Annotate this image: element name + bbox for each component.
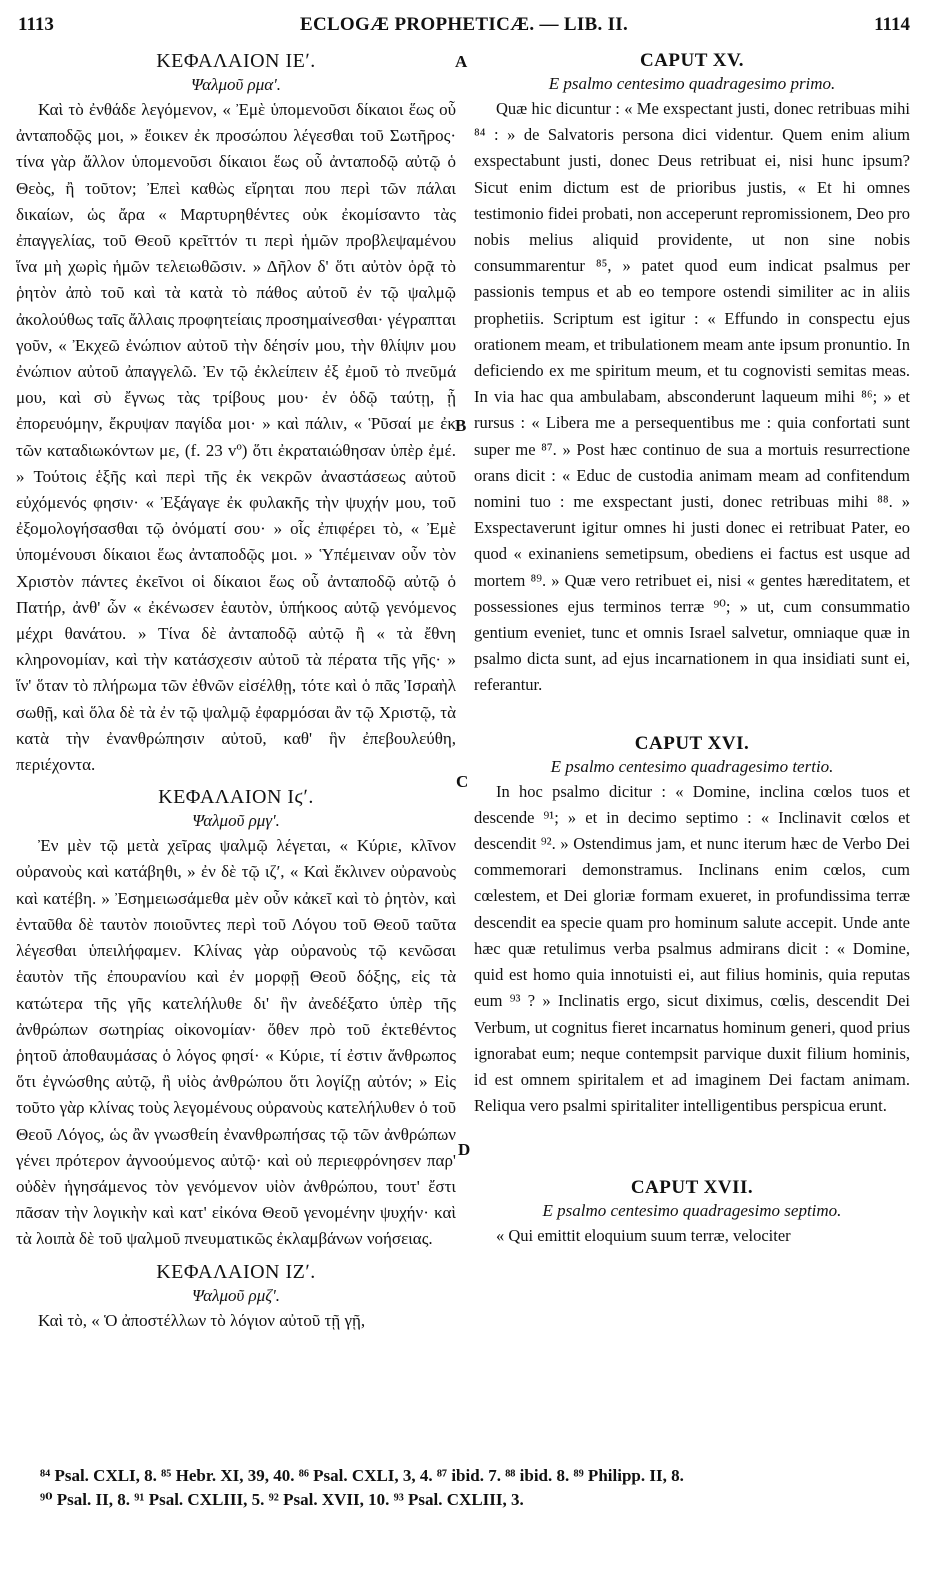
section-text-latin-16: In hoc psalmo dicitur : « Domine, inclina cœlos tuos et descende ⁹¹; » et in decimo septimo : « Inclinavit cœlos et descendit ⁹². » Ostendimus jam, et nunc iterum hæc de Verbo Dei commemorari demonstramus. Inclinans enim cœlos, cum cœlestem, et Dei gloriæ formam exueret, in profundissima terræ descendit ea specie quam pro hominum salute accepit. Unde ante hæc quæ retulimus verba psalmus admirans dicit : « Domine, quid est homo quia innotuisti ei, aut filius hominis, quia reputas eum ⁹³ ? » Inclinatis ergo, sicut diximus, cœlis, descendit Dei Verbum, ut cognitus fieret incarnatus hominum generi, quod prius ignorabat eum; neque contempsit parvique duxit filium hominis, id est omnem spiritalem et ad imaginem Dei factam animam. Reliqua vero psalmi spiritaliter intelligentibus perspicua erunt. <box>474 781 910 1116</box>
margin-marker-d: D <box>458 1140 471 1159</box>
section-text-latin-15: Quæ hic dicuntur : « Me exspectant justi, donec retribuas mihi ⁸⁴ : » de Salvatoris persona dici videntur. Quem enim alium exspectabunt justi, donec Deus retribuat ei, nisi hunc ipsum? Sicut enim dictum est de prioribus justis, « Et hi omnes testimonio fidei probati, non acceperunt repromissionem, Deo pro nobis melius aliquid providente, ut non sine nobis consummarentur ⁸⁵, » patet quod eum indicat psalmus per passionis tempus et ab eo tempore ostendi similiter ac in aliis prophetiis. Scriptum est igitur : « Effundo in conspectu ejus orationem meam, et tribulationem meam ante ipsum pronuntio. In deficiendo ex me spiritum meum, et tu cognovisti semitas meas. In via hac qua ambulabam, absconderunt laqueum mihi ⁸⁶; » et rursus : « Libera me a persequentibus me : quia confortati sunt super me ⁸⁷. » Post hæc continuo de sua a mortuis resurrectione orans dicit : « Educ de custodia animam meam ad confitendum nomini tuo : me exspectant justi, donec retribuas mihi ⁸⁸. » Exspectaverunt igitur omnes hi justi donec ei retribuat Pater, eo quod « exinaniens semetipsum, obediens ei factus est usque ad mortem ⁸⁹. » Quæ vero retribuet ei, nisi « gentes hæreditatem, et possessiones ejus terminos terræ ⁹⁰; » ut, cum consummatio gentium eveniet, tunc et omnis Israel salvetur, omniaque quæ in psalmo dicta sunt, ad ejus incarnationem in qua insidiati sunt ei, referantur. <box>474 99 910 695</box>
margin-marker-a: A <box>455 52 468 71</box>
margin-marker-b: B <box>455 416 467 435</box>
section-subtitle-latin-16: E psalmo centesimo quadragesimo tertio. <box>550 756 834 776</box>
greek-column <box>16 50 456 1334</box>
running-header <box>18 14 910 42</box>
page-number-right: 1114 <box>874 14 910 35</box>
section-text-greek-15: Καὶ τὸ ἐνθάδε λεγόμενον, « Ἐμὲ ὑπομενοῦσι δίκαιοι ἕως οὗ ἀνταποδῷς μοι, » ἔοικεν ἐκ προσώπου λέγεσθαι τοῦ Σωτῆρος· τίνα γὰρ ἄλλον ὑπομενοῦσι δίκαιοι ἕως οὗ ἀνταποδῷ αὐτῷ ὁ Θεὸς, ἢ τοῦτον; Ἐπεὶ καθὼς εἴρηται που περὶ τῶν πάλαι δικαίων, ὡς ἄρα « Μαρτυρηθέντες οὐκ ἐκομίσαντο τὰς ἐπαγγελίας, τοῦ Θεοῦ κρεῖττόν τι περὶ ἡμῶν προβλεψαμένου ἵνα μὴ χωρὶς ἡμῶν τελειωθῶσιν. » Δῆλον δ' ὅτι αὐτὸν ὁρᾷ τὸ ῥητὸν ἀπὸ τοῦ καὶ τὰ κατὰ τὸ πάθος αὐτοῦ ἐν τῷ ψαλμῷ ἀκολούθως ταῖς ἄλλαις προφητείαις προσημαίνεσθαι· γέγραπται γοῦν, « Ἐκχεῶ ἐνώπιον αὐτοῦ τὴν δέησίν μου, τὴν θλίψιν μου ἐνώπιον αὐτοῦ ἀπαγγελῶ. Ἐν τῷ ἐκλείπειν ἐξ ἐμοῦ τὸ πνεῦμά μου, καὶ σὺ ἔγνως τὰς τρίβους μου· ἐν ὁδῷ ταύτῃ, ᾗ ἐπορευόμην, ἔκρυψαν παγίδα μοι· » καὶ πάλιν, « Ῥῦσαί με ἐκ τῶν καταδιωκόντων με, (f. 23 vº) ὅτι ἐκραταιώθησαν ὑπὲρ ἐμέ. » Τούτοις ἑξῆς καὶ περὶ τῆς ἐκ νεκρῶν ἀναστάσεως αὐτοῦ εὐχόμενός φησιν· « Ἐξάγαγε ἐκ φυλακῆς τὴν ψυχήν μου, τοῦ ἐξομολογήσασθαι τῷ ὀνόματί σου· » οἷς ἐπιφέρει τὸ, « Ἐμὲ ὑπομένουσι δίκαιοι ἕως ἀνταποδῷς μοι. » Ὑπέμειναν οὖν τὸν Χριστὸν πάντες ἐκεῖνοι οἱ δίκαιοι ἕως οὗ ἀνταποδῷ αὐτῷ ὁ Πατήρ, ἀνθ' ὧν « ἐκένωσεν ἑαυτὸν, ὑπήκοος αὐτῷ γενόμενος μέχρι θανάτου. » Τίνα δὲ ἀνταποδῷ αὐτῷ ἢ « τὰ ἔθνη κληρονομίαν, καὶ τὴν κατάσχεσιν αὐτοῦ τὰ πέρατα τῆς γῆς· » ἵν' ὅταν τὸ πλήρωμα τῶν ἐθνῶν εἰσέλθῃ, τότε καὶ ὁ πᾶς Ἰσραὴλ σωθῇ, καὶ ὅλα δὲ τὰ ἐν τῷ ψαλμῷ ἐφαρμόσαι ἂν τῷ Χριστῷ, τὰ κατὰ τὴν ἐνανθρώπησιν αὐτοῦ, καθ' ἣν ἐπεβουλεύθη, περιέχοντα. <box>16 100 456 775</box>
section-text-greek-17: Καὶ τὸ, « Ὁ ἀποστέλλων τὸ λόγιον αὐτοῦ τῇ γῇ, <box>38 1310 366 1330</box>
latin-column <box>474 50 910 1250</box>
footnote-line-2: ⁹⁰ Psal. II, 8. ⁹¹ Psal. CXLIII, 5. ⁹² Psal. XVII, 10. ⁹³ Psal. CXLIII, 3. <box>40 1490 524 1509</box>
section-title-latin-16: CAPUT XVI. <box>634 732 750 754</box>
section-title-greek-15: ΚΕΦΑΛΑΙΟΝ ΙΕʹ. <box>156 50 316 72</box>
section-title-latin-17: CAPUT XVII. <box>630 1177 754 1199</box>
section-subtitle-greek-16: Ψαλμοῦ ρμγʹ. <box>192 811 280 831</box>
section-text-greek-16: Ἐν μὲν τῷ μετὰ χεῖρας ψαλμῷ λέγεται, « Κύριε, κλῖνον οὐρανοὺς καὶ κατάβηθι, » ἐν δὲ τῷ ιζʹ, « Καὶ ἔκλινεν οὐρανοὺς καὶ κατέβη. » Ἐσημειωσάμεθα μὲν οὖν κἀκεῖ καὶ τὸ ῥητὸν, καὶ ἐνταῦθα δὲ ταυτὸν ποιοῦντες περὶ τοῦ Λόγου τοῦ Θεοῦ ταῦτα λέγεσθαι ὑπειλήφαμεν. Κλίνας γὰρ οὐρανοὺς τῷ κενῶσαι ἑαυτὸν τῆς ἐπουρανίου καὶ ἐν μορφῇ Θεοῦ δόξης, εἰς τὰ κατώτερα τῆς γῆς κατελήλυθε δι' ἣν ἀνεδέξατο ὑπὲρ τῆς ἀνθρώπων σωτηρίας οἰκονομίαν· ὅθεν πρὸ τοῦ ἐκτεθέντος ῥητοῦ ἀποθαυμάσας ὁ λόγος φησί· « Κύριε, τί ἐστιν ἄνθρωπος ὅτι ἐγνώσθης αὐτῷ, ἢ υἱὸς ἀνθρώπου ὅτι λογίζῃ αὐτόν; » Εἰς τοῦτο γὰρ κλίνας τοὺς λεγομένους οὐρανοὺς κατελήλυθεν ὁ τοῦ Θεοῦ Λόγος, ὡς ἂν γνωσθείη ἐνανθρωπήσας τῷ τῶν ἀνθρώπων γένει πρότερον ἀγνοούμενος αὐτῷ· καὶ οὐ περιεφρόνησεν παρ' οὐδὲν ἡγησάμενος τὸν γενόμενον υἱὸν ἀνθρώπου, τουτ' ἔστι πᾶσαν τὴν λογικὴν καὶ κατ' εἰκόνα Θεοῦ γενομένην ψυχήν· καὶ τὰ λοιπὰ δὲ τοῦ ψαλμοῦ πνευματικῶς ἐκλαμβάνων νοήσειας. <box>16 836 456 1249</box>
margin-marker-c: C <box>456 772 469 791</box>
running-title: ECLOGÆ PROPHETICÆ. — LIB. II. <box>299 14 629 35</box>
section-subtitle-greek-15: Ψαλμοῦ ρμαʹ. <box>190 75 282 94</box>
section-subtitle-latin-17: E psalmo centesimo quadragesimo septimo. <box>542 1201 842 1221</box>
section-subtitle-latin-15: E psalmo centesimo quadragesimo primo. <box>548 74 836 93</box>
section-text-latin-17: « Qui emittit eloquium suum terræ, velociter <box>496 1226 791 1246</box>
section-subtitle-greek-17: Ψαλμοῦ ρμζʹ. <box>191 1285 281 1305</box>
footnotes <box>40 1464 910 1512</box>
section-title-greek-17: ΚΕΦΑΛΑΙΟΝ ΙΖʹ. <box>156 1260 316 1283</box>
section-title-latin-15: CAPUT XV. <box>639 50 745 71</box>
page-number-left: 1113 <box>18 14 54 35</box>
section-title-greek-16: ΚΕΦΑΛΑΙΟΝ Ιϛʹ. <box>158 786 314 809</box>
footnote-line-1: ⁸⁴ Psal. CXLI, 8. ⁸⁵ Hebr. XI, 39, 40. ⁸⁶ Psal. CXLI, 3, 4. ⁸⁷ ibid. 7. ⁸⁸ ibid. 8. ⁸⁹ Philipp. II, 8. <box>40 1466 684 1485</box>
